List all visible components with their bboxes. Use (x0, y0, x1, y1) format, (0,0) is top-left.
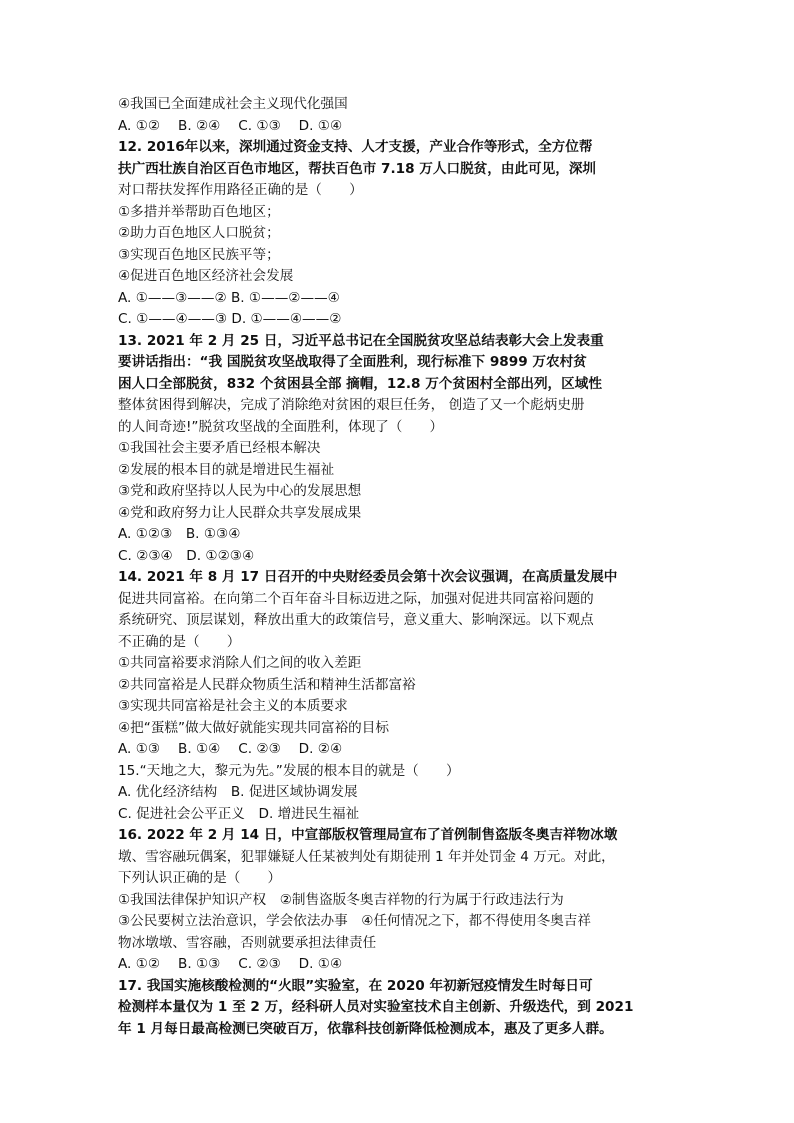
option-line: ③党和政府坚持以人民为中心的发展思想 (118, 483, 362, 499)
question-16-stem: 墩、雪容融玩偶案，犯罪嫌疑人任某被判处有期徒刑 1 年并处罚金 4 万元。对此， (118, 848, 615, 865)
option-line: ①多措并举帮助百色地区； (118, 203, 280, 220)
option-line: ④党和政府努力让人民群众共享发展成果 (118, 504, 362, 521)
option-line: ②助力百色地区人口脱贫； (118, 225, 280, 241)
question-17-stem: 检测样本量仅为 1 至 2 万，经科研人员对实验室技术自主创新、升级迭代，到 2021 (118, 999, 634, 1015)
option-line: ④把“蛋糕”做大做好就能实现共同富裕的目标 (118, 719, 389, 736)
question-13-stem: 要讲话指出：“我 国脱贫攻坚战取得了全面胜利，现行标准下 9899 万农村贫 (118, 354, 587, 370)
question-14-stem: 不正确的是（ ） (118, 633, 241, 650)
answer-choices: A. ①③ B. ①④ C. ②③ D. ②④ (118, 741, 343, 757)
question-13-stem: 整体贫困得到解决，完成了消除绝对贫困的艰巨任务， 创造了又一个彪炳史册 (118, 397, 585, 413)
question-14-stem: 14. 2021 年 8 月 17 日召开的中央财经委员会第十次会议强调，在高质量发展中 (118, 569, 618, 585)
question-16-stem: 16. 2022 年 2 月 14 日，中宣部版权管理局宣布了首例制售盗版冬奥吉祥物冰墩 (118, 827, 618, 843)
question-12-stem: 12. 2016年以来，深圳通过资金支持、人才支援，产业合作等形式，全方位帮 (118, 139, 593, 155)
question-14-stem: 促进共同富裕。在向第二个百年奋斗目标迈进之际，加强对促进共同富裕问题的 (118, 590, 594, 607)
question-14-stem: 系统研究、顶层谋划，释放出重大的政策信号，意义重大、影响深远。以下观点 (118, 612, 594, 628)
answer-choices: A. 优化经济结构 B. 促进区域协调发展 (118, 784, 358, 800)
question-17-stem: 年 1 月每日最高检测已突破百万，依靠科技创新降低检测成本，惠及了更多人群。 (118, 1020, 613, 1037)
option-line: ①我国法律保护知识产权 ②制售盗版冬奥吉祥物的行为属于行政违法行为 (118, 891, 564, 908)
option-line: ③实现百色地区民族平等； (118, 246, 280, 263)
option-line: ④促进百色地区经济社会发展 (118, 268, 294, 284)
answer-choices: C. 促进社会公平正义 D. 增进民生福祉 (118, 805, 360, 822)
exam-page (118, 94, 680, 1040)
question-12-stem: 对口帮扶发挥作用路径正确的是（ ） (118, 182, 363, 198)
answer-choices: A. ①②③ B. ①③④ (118, 526, 241, 542)
option-line: ②共同富裕是人民群众物质生活和精神生活都富裕 (118, 676, 416, 693)
answer-choices: A. ①② B. ①③ C. ②③ D. ①④ (118, 956, 343, 972)
question-13-stem: 的人间奇迹!”脱贫攻坚战的全面胜利，体现了（ ） (118, 418, 444, 435)
answer-choices: A. ①——③——② B. ①——②——④ (118, 289, 340, 306)
question-13-stem: 13. 2021 年 2 月 25 日，习近平总书记在全国脱贫攻坚总结表彰大会上发表重 (118, 332, 604, 349)
answer-choices: A. ①② B. ②④ C. ①③ D. ①④ (118, 117, 343, 134)
question-15-stem: 15.“天地之大，黎元为先。”发展的根本目的就是（ ） (118, 762, 460, 779)
option-line: ①共同富裕要求消除人们之间的收入差距 (118, 655, 362, 671)
question-16-stem: 下列认识正确的是（ ） (118, 870, 282, 886)
option-line: 物冰墩墩、雪容融，否则就要承担法律责任 (118, 934, 377, 951)
answer-choices: C. ①——④——③ D. ①——④——② (118, 311, 342, 327)
question-13-stem: 困人口全部脱贫，832 个贫困县全部 摘帽，12.8 万个贫困村全部出列，区域性 (118, 375, 602, 392)
option-line: ④我国已全面建成社会主义现代化强国 (118, 96, 348, 112)
option-line: ③实现共同富裕是社会主义的本质要求 (118, 698, 348, 714)
question-17-stem: 17. 我国实施核酸检测的“火眼”实验室，在 2020 年初新冠疫情发生时每日可 (118, 977, 593, 994)
option-line: ③公民要树立法治意识，学会依法办事 ④任何情况之下，都不得使用冬奥吉祥 (118, 913, 591, 929)
answer-choices: C. ②③④ D. ①②③④ (118, 547, 255, 564)
option-line: ①我国社会主要矛盾已经根本解决 (118, 440, 321, 456)
question-12-stem: 扶广西壮族自治区百色市地区，帮扶百色市 7.18 万人口脱贫，由此可见，深圳 (118, 160, 597, 177)
option-line: ②发展的根本目的就是增进民生福祉 (118, 461, 335, 478)
